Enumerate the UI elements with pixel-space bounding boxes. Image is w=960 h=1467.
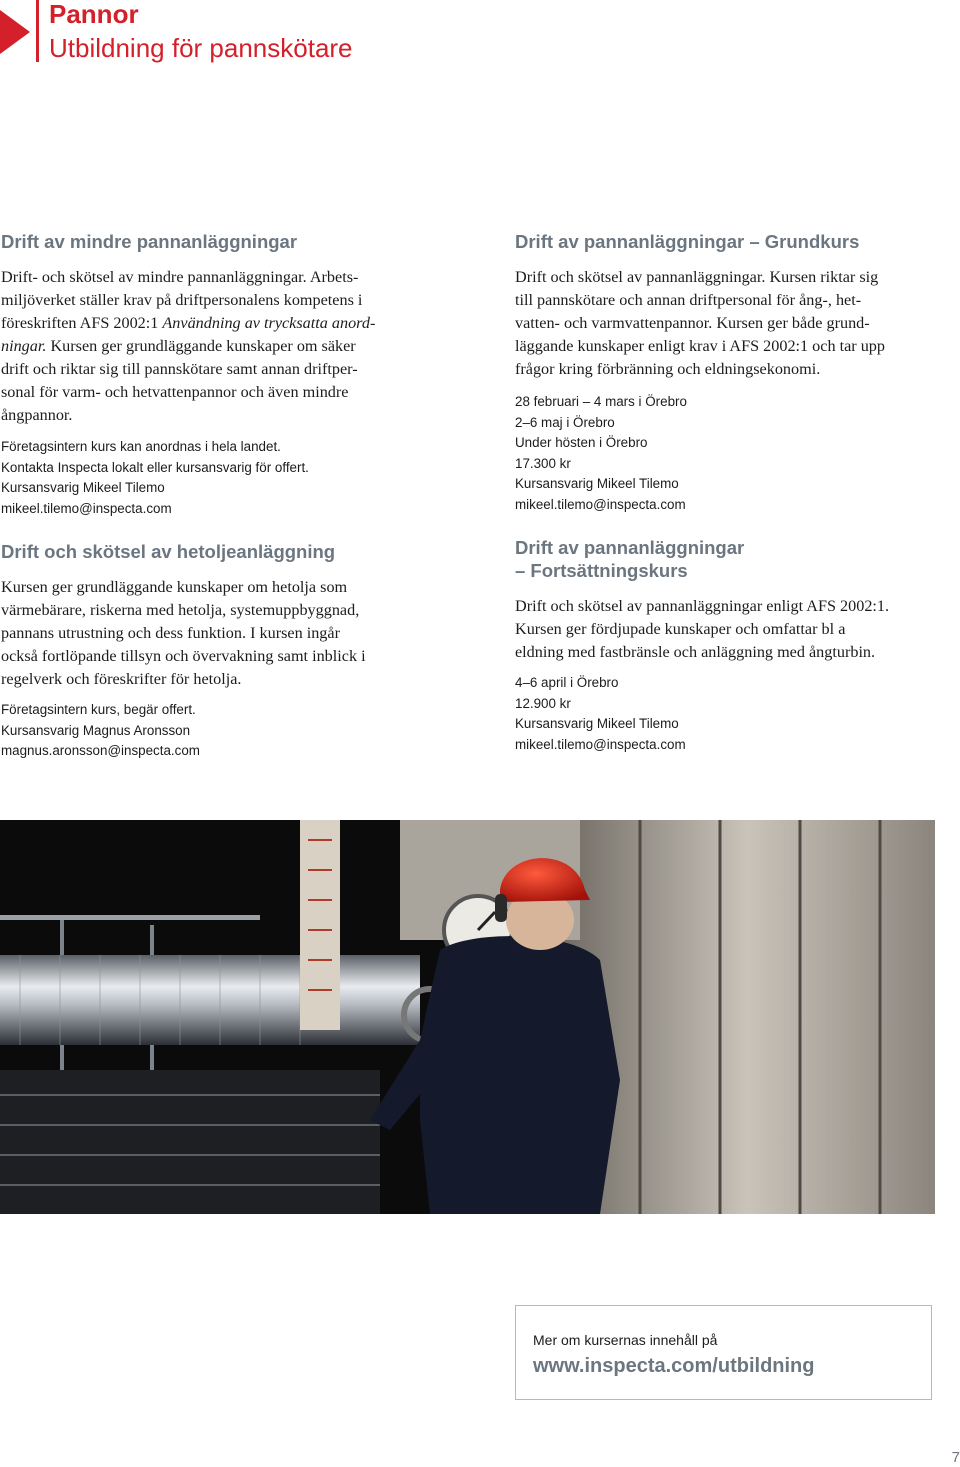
course-description: Drift och skötsel av pannanläggningar. Kursen riktar sig till pannskötare och annan driftpersonal för ång-, het- vatten- och varmvattenpannor. Kursen ger både grund- läggande kunskaper enligt krav i AFS 2002:1 och tar upp frågor kring förbränning och eldningsekonomi.	[515, 268, 885, 378]
page-number: 7	[951, 1449, 960, 1466]
right-column	[515, 230, 935, 755]
course-heading: Drift av mindre pannanläggningar	[1, 231, 298, 252]
info-box	[515, 1305, 932, 1400]
contact-email[interactable]: mikeel.tilemo@inspecta.com	[1, 500, 172, 516]
course-heading: Drift av pannanläggningar – Grundkurs	[515, 231, 860, 252]
course-meta: Företagsintern kurs kan anordnas i hela landet. Kontakta Inspecta lokalt eller kursansvarig för offert. Kursansvarig Mikeel Tilemo mikeel.tilemo@inspecta.com	[1, 437, 421, 519]
contact-email[interactable]: mikeel.tilemo@inspecta.com	[515, 736, 686, 752]
boiler-worker-photo	[0, 820, 935, 1214]
course-description: Drift och skötsel av pannanläggningar enligt AFS 2002:1. Kursen ger fördjupade kunskaper och omfattar bl a eldning med fastbränsle och anläggning med ångturbin.	[515, 597, 890, 661]
header-rule	[36, 0, 39, 62]
course-meta: 4–6 april i Örebro 12.900 kr Kursansvarig Mikeel Tilemo mikeel.tilemo@inspecta.com	[515, 673, 935, 755]
left-column	[1, 230, 421, 762]
contact-email[interactable]: mikeel.tilemo@inspecta.com	[515, 496, 686, 512]
contact-email[interactable]: magnus.aronsson@inspecta.com	[1, 743, 200, 758]
course-description: Kursen ger grundläggande kunskaper om hetolja som värmebärare, riskerna med hetolja, systemuppbyggnad, pannans utrustning och dess funktion. I kursen ingår också fortlöpande tillsyn och övervakning samt inblick i regelverk och föreskrifter för hetolja.	[1, 578, 366, 688]
course-description: Drift- och skötsel av mindre pannanläggningar. Arbets- miljöverket ställer krav på driftpersonalens kompetens i föreskriften AFS 2002:1 Användning av trycksatta anord- ningar. Kursen ger grundläggande kunskaper om säker drift och riktar sig till pannskötare samt annan driftper- sonal för varm- och hetvattenpannor och även mindre ångpannor.	[1, 268, 376, 424]
page-title: Pannor	[49, 0, 139, 29]
course-heading: Drift och skötsel av hetoljeanläggning	[1, 541, 336, 562]
course-meta: Företagsintern kurs, begär offert. Kursansvarig Magnus Aronsson magnus.aronsson@inspecta.com	[1, 700, 421, 762]
page-subtitle: Utbildning för pannskötare	[49, 33, 353, 63]
info-label: Mer om kursernas innehåll på	[533, 1332, 718, 1348]
course-heading: Drift av pannanläggningar – Fortsättningskurs	[515, 537, 745, 581]
info-link[interactable]: www.inspecta.com/utbildning	[533, 1355, 815, 1377]
course-meta: 28 februari – 4 mars i Örebro 2–6 maj i Örebro Under hösten i Örebro 17.300 kr Kursansvarig Mikeel Tilemo mikeel.tilemo@inspecta.com	[515, 392, 935, 515]
brand-triangle-icon	[0, 4, 30, 60]
